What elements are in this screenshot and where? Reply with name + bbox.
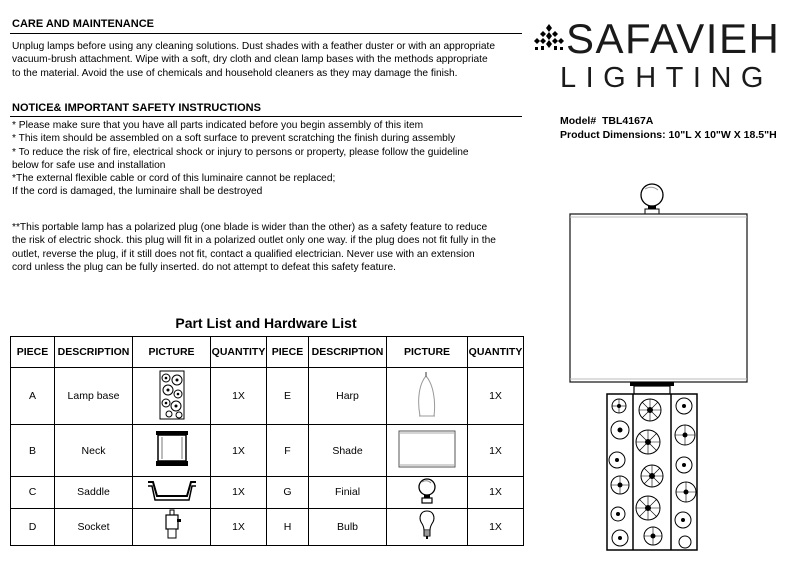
piece-cell: E bbox=[267, 368, 309, 425]
parts-table-title: Part List and Hardware List bbox=[175, 315, 357, 331]
piece-cell: C bbox=[11, 476, 55, 508]
piece-cell: D bbox=[11, 508, 55, 545]
care-text bbox=[12, 40, 524, 80]
quantity-cell: 1X bbox=[468, 368, 524, 425]
piece-cell: F bbox=[267, 425, 309, 476]
saddle-picture-icon bbox=[145, 478, 199, 504]
dimensions-value: 10"L X 10"W X 18.5"H bbox=[668, 129, 777, 141]
harp-picture-icon bbox=[414, 370, 440, 420]
notice-line: * To reduce the risk of fire, electrical shock or injury to persons or property, please follow the guideline bbox=[12, 146, 469, 158]
column-header: PIECE bbox=[267, 337, 309, 368]
column-header: DESCRIPTION bbox=[55, 337, 133, 368]
column-header: PICTURE bbox=[133, 337, 211, 368]
notice-heading: NOTICE& IMPORTANT SAFETY INSTRUCTIONS bbox=[12, 102, 261, 114]
picture-cell bbox=[133, 476, 211, 508]
column-header: QUANTITY bbox=[468, 337, 524, 368]
table-header-row bbox=[11, 337, 524, 368]
care-heading: CARE AND MAINTENANCE bbox=[12, 18, 154, 30]
model-line bbox=[560, 115, 653, 127]
picture-cell bbox=[387, 368, 468, 425]
finial-picture-icon bbox=[416, 477, 438, 505]
notice-line: *The external flexible cable or cord of this luminaire cannot be replaced; bbox=[12, 173, 336, 185]
piece-cell: H bbox=[267, 508, 309, 545]
neck-picture-icon bbox=[152, 428, 192, 470]
safavieh-logo-icon bbox=[534, 24, 564, 50]
quantity-cell: 1X bbox=[468, 508, 524, 545]
column-header: QUANTITY bbox=[211, 337, 267, 368]
description-cell: Saddle bbox=[55, 476, 133, 508]
table-row bbox=[11, 508, 524, 545]
bulb-picture-icon bbox=[417, 509, 437, 541]
description-cell: Bulb bbox=[309, 508, 387, 545]
care-line: vacuum-brush attachment. Wipe with a soft, dry cloth and clean lamp bases with the methods appropriate bbox=[12, 54, 488, 66]
column-header: PIECE bbox=[11, 337, 55, 368]
description-cell: Finial bbox=[309, 476, 387, 508]
notice-divider bbox=[10, 116, 522, 117]
picture-cell bbox=[133, 508, 211, 545]
picture-cell bbox=[387, 508, 468, 545]
description-cell: Socket bbox=[55, 508, 133, 545]
socket-picture-icon bbox=[162, 509, 182, 541]
quantity-cell: 1X bbox=[211, 425, 267, 476]
plug-line: cord unless the plug can be fully inserted. do not attempt to defeat this safety feature. bbox=[12, 261, 396, 273]
care-line: Unplug lamps before using any cleaning solutions. Dust shades with a feather duster or with an appropriate bbox=[12, 41, 496, 52]
parts-table bbox=[10, 336, 524, 546]
quantity-cell: 1X bbox=[211, 508, 267, 545]
quantity-cell: 1X bbox=[211, 476, 267, 508]
table-row bbox=[11, 476, 524, 508]
care-divider bbox=[10, 33, 522, 34]
lamp-shade-icon bbox=[570, 214, 747, 382]
plug-line: outlet, reverse the plug, if it still does not fit, contact a qualified electrician. Never use with an extension bbox=[12, 248, 475, 260]
plug-text bbox=[12, 221, 524, 274]
plug-line: the risk of electric shock. this plug will fit in a polarized outlet only one way. if the plug does not fit fully in the bbox=[12, 235, 496, 247]
picture-cell bbox=[133, 368, 211, 425]
picture-cell bbox=[133, 425, 211, 476]
notice-line: * Please make sure that you have all parts indicated before you begin assembly of this item bbox=[12, 120, 424, 131]
notice-text bbox=[12, 119, 524, 199]
column-header: PICTURE bbox=[387, 337, 468, 368]
picture-cell bbox=[387, 476, 468, 508]
model-label: Model# bbox=[560, 115, 597, 127]
plug-line: **This portable lamp has a polarized plug (one blade is wider than the other) as a safety feature to reduce bbox=[12, 222, 488, 233]
care-line: to the material. Avoid the use of chemicals and household cleaners as they may damage the finish. bbox=[12, 67, 458, 79]
picture-cell bbox=[387, 425, 468, 476]
notice-line: * This item should be assembled on a soft surface to prevent scratching the finish during assembly bbox=[12, 133, 456, 145]
description-cell: Harp bbox=[309, 368, 387, 425]
quantity-cell: 1X bbox=[211, 368, 267, 425]
piece-cell: G bbox=[267, 476, 309, 508]
lamp-illustration bbox=[560, 180, 760, 560]
column-header: DESCRIPTION bbox=[309, 337, 387, 368]
quantity-cell: 1X bbox=[468, 425, 524, 476]
dimensions-line bbox=[560, 129, 777, 141]
shade-picture-icon bbox=[397, 428, 457, 470]
lamp-base-picture-icon bbox=[159, 370, 185, 420]
description-cell: Neck bbox=[55, 425, 133, 476]
description-cell: Shade bbox=[309, 425, 387, 476]
brand-sub: LIGHTING bbox=[560, 62, 773, 94]
brand-name: SAFAVIEH bbox=[566, 15, 781, 62]
piece-cell: B bbox=[11, 425, 55, 476]
notice-line: below for safe use and installation bbox=[12, 159, 166, 171]
description-cell: Lamp base bbox=[55, 368, 133, 425]
piece-cell: A bbox=[11, 368, 55, 425]
table-row bbox=[11, 368, 524, 425]
table-row bbox=[11, 425, 524, 476]
quantity-cell: 1X bbox=[468, 476, 524, 508]
dimensions-label: Product Dimensions: bbox=[560, 129, 666, 141]
notice-line: If the cord is damaged, the luminaire shall be destroyed bbox=[12, 186, 263, 198]
model-value: TBL4167A bbox=[602, 115, 654, 127]
